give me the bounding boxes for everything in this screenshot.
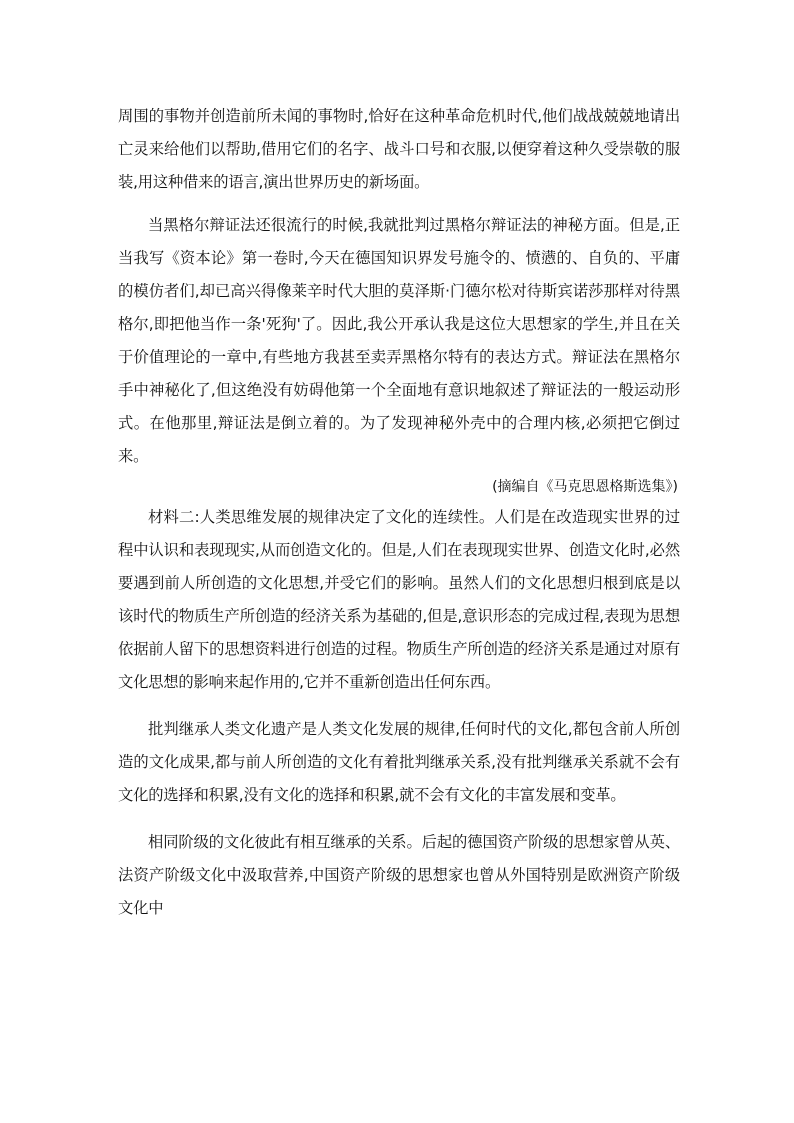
paragraph-class-culture: 相同阶级的文化彼此有相互继承的关系。后起的德国资产阶级的思想家曾从英、法资产阶级文化中汲取营养,中国资产阶级的思想家也曾从外国特别是欧洲资产阶级文化中 bbox=[118, 833, 680, 917]
paragraph-cultural-heritage: 批判继承人类文化遗产是人类文化发展的规律,任何时代的文化,都包含前人所创造的文化成果,都与前人所创造的文化有着批判继承关系,没有批判继承关系就不会有文化的选择和积累,没有文化的选择和积累,就不会有文化的丰富发展和变革。 bbox=[118, 720, 680, 804]
source-citation: (摘编自《马克思恩格斯选集》) bbox=[492, 479, 678, 495]
document-page bbox=[118, 100, 680, 925]
paragraph-continuation: 周围的事物并创造前所未闻的事物时,恰好在这种革命危机时代,他们战战兢兢地请出亡灵来给他们以帮助,借用它们的名字、战斗口号和衣服,以便穿着这种久受崇敬的服装,用这种借来的语言,演出世界历史的新场面。 bbox=[118, 107, 680, 191]
paragraph-hegel-dialectics: 当黑格尔辩证法还很流行的时候,我就批判过黑格尔辩证法的神秘方面。但是,正当我写《资本论》第一卷时,今天在德国知识界发号施令的、愤懑的、自负的、平庸的模仿者们,却已高兴得像莱辛时代大胆的莫泽斯·门德尔松对待斯宾诺莎那样对待黑格尔,即把他当作一条'死狗'了。因此,我公开承认我是这位大思想家的学生,并且在关于价值理论的一章中,有些地方我甚至卖弄黑格尔特有的表达方式。辩证法在黑格尔手中神秘化了,但这绝没有妨碍他第一个全面地有意识地叙述了辩证法的一般运动形式。在他那里,辩证法是倒立着的。为了发现神秘外壳中的合理内核,必须把它倒过来。 bbox=[118, 216, 680, 465]
paragraph-material-two: 材料二:人类思维发展的规律决定了文化的连续性。人们是在改造现实世界的过程中认识和表现现实,从而创造文化的。但是,人们在表现现实世界、创造文化时,必然要遇到前人所创造的文化思想,并受它们的影响。虽然人们的文化思想归根到底是以该时代的物质生产所创造的经济关系为基础的,但是,意识形态的完成过程,表现为思想依据前人留下的思想资料进行创造的过程。物质生产所创造的经济关系是通过对原有文化思想的影响来起作用的,它并不重新创造出任何东西。 bbox=[118, 508, 680, 691]
